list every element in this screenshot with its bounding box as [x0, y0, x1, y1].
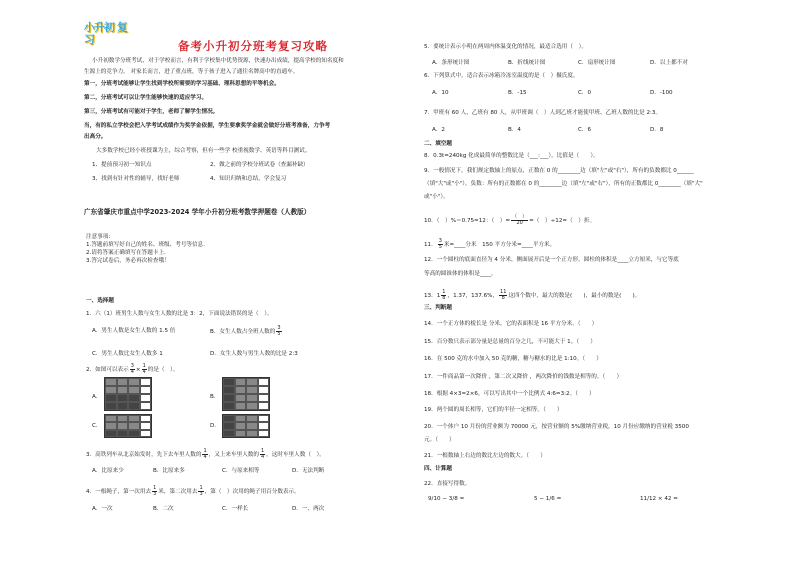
- notes-item: 1.答题前填写好自己的姓名、班级、考号等信息.: [86, 242, 205, 248]
- q2-figure-c: [104, 414, 152, 438]
- q5-option-b: B．折线统计图: [508, 60, 546, 66]
- q2-figure-d: [222, 414, 270, 438]
- q1-option-c: C．男生人数比女生人数多 1: [92, 351, 163, 357]
- intro-line: 出高分。: [84, 134, 107, 140]
- question-12: 12．一个圆柱的底面直径为 4 分米，侧面展开后是一个正方形，圆柱的体积是____立方厘米，与它等底: [424, 257, 679, 263]
- question-21: 21．一根数轴上右边的数比左边的数大。（ ）: [424, 453, 546, 459]
- question-9-cont: （填"大"或"小"）。负数：所有的正数都在 0 的________边（填"左"或"右"），所有的正数都比 0________（填"大": [424, 181, 703, 187]
- section-calc: 四、计算题: [424, 466, 452, 472]
- q6-option-d: D．-100: [650, 90, 673, 96]
- q6-option-c: C．0: [578, 90, 592, 96]
- question-19: 19．两个圆的周长相等，它们的半径一定相等。（ ）: [424, 407, 563, 413]
- question-2: 2．如图可以表示 $\frac{3}{4}$ × $\frac{1}{4}$ 的是（ ）。: [86, 363, 179, 375]
- intro-line: 小升初数学分班考试，对于学校而言，有利于学校集中优势资源，快速办出成绩，提高学校的知名度和: [92, 58, 344, 64]
- question-10: 10．（ ）%＝0.75=12：（ ）= $\frac{( )}{20}$ =（ ）÷12=（ ）折。: [424, 214, 596, 226]
- question-3: 3．高铁列车从北京始发时，先下去车里人数的 $\frac{1}{4}$ ，又上来车里人数的 $\frac{1}{4}$ ，这时车里人数（ ）。: [86, 448, 325, 460]
- q2-option-a: A．: [92, 394, 102, 400]
- q2-option-c: C．: [92, 423, 102, 429]
- question-14: 14．一个正方体的棱长是 分米，它的表面积是 16 平方分米。（ ）: [424, 321, 598, 327]
- question-12-cont: 等高的圆锥体的体积是____。: [424, 271, 497, 277]
- question-5: 5．要统计表示小明在两周内体温变化的情况，最适合选用（ ）。: [424, 44, 587, 50]
- question-8: 8．0.3t=240kg 化成最简单的整数比是（___:___），比值是（ ）。: [424, 153, 599, 159]
- logo: 小升初 复习: [84, 21, 127, 46]
- question-17: 17．一件商品第一次降价 ，第二次又降价 ，两次降价的钱数是相等的。（ ）: [424, 374, 623, 380]
- intro-line: 当，有的私立学校会把入学考试成绩作为奖学金依据，学生要拿奖学金就会做好分班考准备，力争考: [84, 123, 331, 129]
- tip-item: 1、提前预习初一知识点: [92, 162, 152, 168]
- question-4: 4．一根绳子，第一次用去 $\frac{1}{3}$ 米，第二次用去 $\frac{1}{3}$ ，第（ ）次用的绳子用百分数表示。: [86, 485, 300, 497]
- q3-option-d: D．无法判断: [292, 468, 325, 474]
- q7-option-a: A．2: [432, 127, 445, 133]
- question-6: 6．下列算式中，适合表示冰箱冷冻室温度的是（ ）摄氏度。: [424, 73, 579, 79]
- question-15: 15．百分数只表示部分量是总量的百分之几，不可能大于 1。（ ）: [424, 339, 596, 345]
- calc-item: 9/10 − 3/8 =: [428, 496, 465, 502]
- question-16: 16．在 500 克的水中加入 50 克的糖，糖与糖水的比是 1:10。（ ）: [424, 356, 602, 362]
- q2-figure-b: [222, 377, 270, 411]
- question-11: 11． $\frac{3}{5}$ 米=____分米 150 平方分米=____平方米。: [424, 238, 556, 250]
- q6-option-a: A．10: [432, 90, 449, 96]
- question-18: 18．根据 4×3=2×6，可以写出其中一个比例式 4:6=3:2。（ ）: [424, 391, 595, 397]
- intro-line: 第一，分班考试能够让学生找到学校所需要的学习基础、理科思想的平等机会。: [84, 81, 280, 87]
- q5-option-a: A．条形统计图: [432, 60, 470, 66]
- q1-option-a: A．男生人数是女生人数的 1.5 倍: [92, 328, 176, 334]
- q3-option-b: B．比原来多: [153, 468, 185, 474]
- section-choice: 一、选择题: [86, 298, 114, 304]
- q3-option-c: C．与原来相等: [222, 468, 260, 474]
- q2-figure-a: [104, 377, 152, 411]
- q7-option-b: B．4: [508, 127, 521, 133]
- exam-title: 广东省肇庆市重点中学2023-2024 学年小升初分班考数学押题卷（人教版）: [84, 208, 311, 216]
- q7-option-c: C．6: [578, 127, 592, 133]
- q7-option-d: D．8: [650, 127, 664, 133]
- notes-heading: 注意事项:: [86, 234, 111, 240]
- question-13: 13．1 $\frac{1}{8}$ ，1.37，137.6%， $\frac{11}{8}$ 这四个数中，最大的数是( )，最小的数是( )。: [424, 289, 641, 301]
- question-7: 7．甲班有 60 人，乙班有 80 人，从甲班调（ ）人到乙班才能使甲班、乙班人数的比是 2:3。: [424, 110, 662, 116]
- calc-item: 5 − 1/6 =: [534, 496, 562, 502]
- tip-item: 4、知识归纳和总结，学会复习: [210, 176, 287, 182]
- q4-option-c: C．一样长: [222, 506, 249, 512]
- notes-item: 2.请将答案正确填写在答题卡上.: [86, 250, 166, 256]
- calc-item: 11/12 × 42 =: [640, 496, 678, 502]
- q1-option-d: D．女生人数与男生人数的比是 2:3: [210, 351, 298, 357]
- intro-line: 第三，分班考试有可能对于学生，老师了解学生情况。: [84, 109, 219, 115]
- q5-option-c: C．扇形统计图: [578, 60, 616, 66]
- q2-option-b: B．: [210, 394, 220, 400]
- q4-option-b: B．二次: [153, 506, 174, 512]
- q4-option-d: D．一、两次: [292, 506, 325, 512]
- page-title: 备考小升初分班考复习攻略: [178, 39, 328, 53]
- q1-option-b: B．女生人数占全班人数的 $\frac{3}{5}$: [210, 325, 281, 337]
- question-20-cont: 元。（ ）: [424, 437, 455, 443]
- section-fill: 二、填空题: [424, 141, 452, 147]
- question-22: 22．直接写得数。: [424, 481, 471, 487]
- intro-line: 第二，分班考试可以让学生能够快速的适应学习。: [84, 95, 208, 101]
- question-1: 1．六（1）班男生人数与女生人数的比是 3：2，下面说法错误的是（ ）。: [86, 311, 273, 317]
- notes-item: 3.答完试卷后，务必再次检查哦！: [86, 258, 170, 264]
- question-20: 20．一个体户 10 月份的营业额为 70000 元，按营业额的 5%缴纳营业税，10 月份应缴纳的营业税 3500: [424, 424, 689, 430]
- question-9-cont: 或"小"）。: [424, 194, 449, 200]
- q2-option-d: D．: [210, 423, 220, 429]
- intro-line: 大多数学校已经小班授课为主，综合考察，但有一些学 校重视数学、英语等科目测试。: [96, 148, 311, 154]
- tip-item: 2、做之前的学校分班试卷（查漏补缺）: [210, 162, 309, 168]
- section-judge: 三、判断题: [424, 305, 452, 311]
- q5-option-d: D．以上都不对: [650, 60, 688, 66]
- intro-line: 生源上的竞争力。 对家长而言，进了重点班，等于孩子进入了通往名牌高中的直通车。: [84, 69, 299, 75]
- tip-item: 3、找到有针对性的辅导，找好老师: [92, 176, 180, 182]
- q4-option-a: A．一次: [92, 506, 113, 512]
- question-9: 9．一般情况下，我们规定数轴上的原点，正数在 0 的________边（填"左"或"右"），所有的负数都比 0______: [424, 168, 694, 174]
- q6-option-b: B．-15: [508, 90, 527, 96]
- q3-option-a: A．比原来少: [92, 468, 124, 474]
